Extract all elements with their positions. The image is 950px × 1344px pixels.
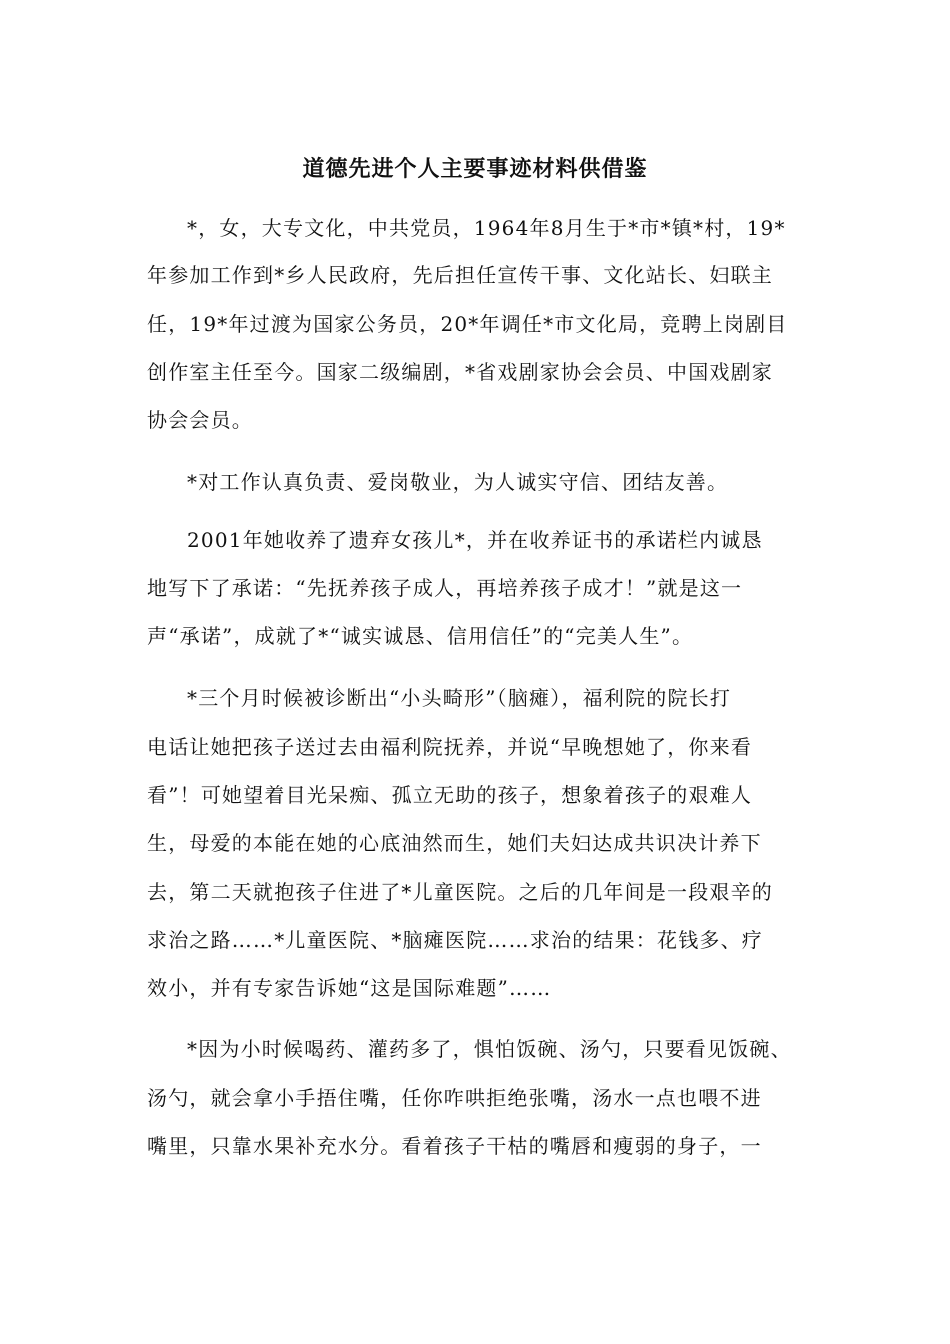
paragraph-line: *因为小时候喝药、灌药多了，惧怕饭碗、汤勺，只要看见饭碗、 — [187, 1037, 792, 1061]
paragraph-line: 地写下了承诺：“先抚养孩子成人，再培养孩子成才！”就是这一 — [147, 576, 743, 600]
paragraph-line: 效小，并有专家告诉她“这是国际难题”…… — [147, 976, 552, 1000]
paragraph-line: 去，第二天就抱孩子住进了*儿童医院。之后的几年间是一段艰辛的 — [147, 880, 773, 904]
paragraph-line: 任，19*年过渡为国家公务员，20*年调任*市文化局，竞聘上岗剧目 — [147, 312, 788, 336]
paragraph-line: 协会会员。 — [147, 408, 253, 432]
paragraph-line: 看”！可她望着目光呆痴、孤立无助的孩子，想象着孩子的艰难人 — [147, 783, 753, 807]
paragraph-line: 年参加工作到*乡人民政府，先后担任宣传干事、文化站长、妇联主 — [147, 263, 773, 287]
paragraph-line: 创作室主任至今。国家二级编剧，*省戏剧家协会会员、中国戏剧家 — [147, 360, 773, 384]
paragraph-line: 声“承诺”，成就了*“诚实诚恳、信用信任”的“完美人生”。 — [147, 624, 694, 648]
paragraph-line: 求治之路……*儿童医院、*脑瘫医院……求治的结果：花钱多、疗 — [147, 928, 763, 952]
paragraph-line: *对工作认真负责、爱岗敬业，为人诚实守信、团结友善。 — [187, 470, 729, 494]
paragraph-line: 生，母爱的本能在她的心底油然而生，她们夫妇达成共识决计养下 — [147, 831, 762, 855]
paragraph-line: *，女，大专文化，中共党员，1964年8月生于*市*镇*村，19* — [187, 216, 786, 240]
paragraph-line: 汤勺，就会拿小手捂住嘴，任你咋哄拒绝张嘴，汤水一点也喂不进 — [147, 1086, 762, 1110]
paragraph-line: *三个月时候被诊断出“小头畸形”（脑瘫），福利院的院长打 — [187, 686, 732, 710]
paragraph-line: 电话让她把孩子送过去由福利院抚养，并说“早晚想她了，你来看 — [147, 735, 753, 759]
paragraph-line: 2001年她收养了遗弃女孩儿*，并在收养证书的承诺栏内诚恳 — [187, 528, 763, 552]
document-title: 道德先进个人主要事迹材料供借鉴 — [302, 157, 648, 182]
paragraph-line: 嘴里，只靠水果补充水分。看着孩子干枯的嘴唇和瘦弱的身子，一 — [147, 1134, 762, 1158]
